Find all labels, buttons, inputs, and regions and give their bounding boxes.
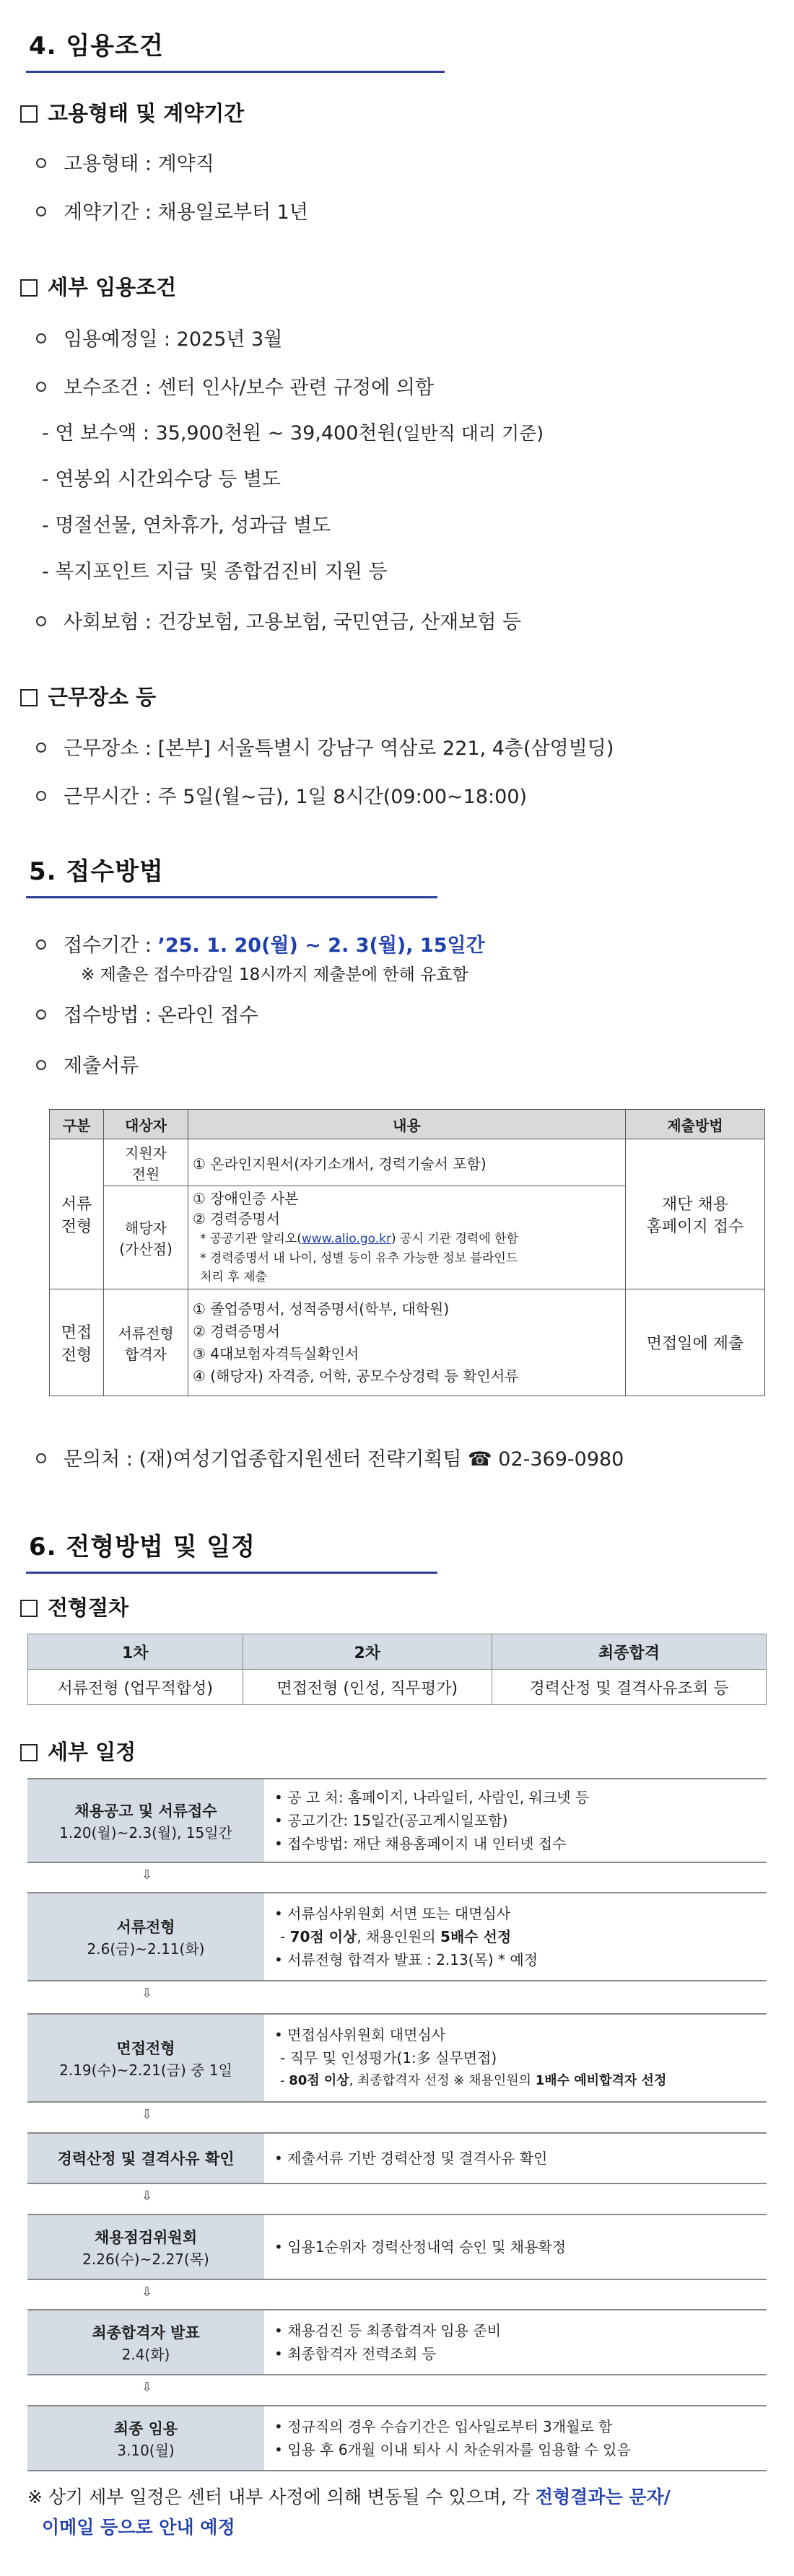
list-item: 고용형태 : 계약직 [36, 148, 214, 176]
down-arrow-icon: ⇩ [141, 2189, 153, 2204]
table-cell: ① 장애인증 사본 ② 경력증명서 * 공공기관 알리오(www.alio.go.kr) 공시 기관 경력에 한함 * 경력증명서 내 나이, 성별 등이 유추 가능한 정보 블라인드 처리 후 제출 [188, 1186, 626, 1289]
period-note: ※ 제출은 접수마감일 18시까지 제출분에 한해 유효함 [81, 965, 468, 984]
table-cell: 면접일에 제출 [626, 1289, 765, 1396]
list-item: 근무장소 : [본부] 서울특별시 강남구 역삼로 221, 4층(삼영빌딩) [36, 732, 614, 761]
down-arrow-icon: ⇩ [141, 2284, 153, 2300]
table-header: 구분 [50, 1110, 104, 1139]
list-item: 계약기간 : 채용일로부터 1년 [36, 196, 308, 224]
application-method: 접수방법 : 온라인 접수 [36, 999, 258, 1028]
workplace-heading: 근무장소 등 [20, 681, 156, 711]
list-subitem: - 연봉외 시간외수당 등 별도 [42, 468, 281, 491]
schedule-step-6: 최종합격자 발표 2.4(화) [27, 2309, 264, 2375]
table-cell: 면접 전형 [50, 1289, 104, 1396]
contact-line: 문의처 : (재)여성기업종합지원센터 전략기획팀 ☎ 02-369-0980 [36, 1443, 624, 1471]
schedule-step-7-detail: • 정규직의 경우 수습기간은 입사일로부터 3개월로 함 • 임용 후 6개월 이내 퇴사 시 차순위자를 임용할 수 있음 [264, 2405, 767, 2471]
schedule-step-5: 채용점검위원회 2.26(수)~2.27(목) [27, 2214, 264, 2280]
table-cell: ① 온라인지원서(자기소개서, 경력기술서 포함) [188, 1139, 626, 1186]
schedule-step-4-detail: • 제출서류 기반 경력산정 및 결격사유 확인 [264, 2132, 767, 2184]
table-cell: 경력산정 및 결격사유조회 등 [492, 1670, 766, 1705]
circle-bullet-icon [36, 1453, 46, 1463]
circle-bullet-icon [36, 1060, 46, 1070]
table-cell: 서류전형 (업무적합성) [28, 1670, 243, 1705]
down-arrow-icon: ⇩ [141, 2380, 153, 2395]
section-5-title: 5. 접수방법 [29, 857, 164, 886]
schedule-step-4: 경력산정 및 결격사유 확인 [27, 2132, 264, 2184]
table-cell: ① 졸업증명서, 성적증명서(학부, 대학원) ② 경력증명서 ③ 4대보험자격득실확인서 ④ (해당자) 자격증, 어학, 공모수상경력 등 확인서류 [188, 1289, 626, 1396]
circle-bullet-icon [36, 939, 46, 950]
circle-bullet-icon [36, 382, 46, 392]
circle-bullet-icon [36, 791, 46, 801]
detail-conditions-heading: 세부 임용조건 [20, 271, 176, 301]
table-cell: 지원자 전원 [104, 1139, 188, 1186]
list-item: 보수조건 : 센터 인사/보수 관련 규정에 의함 [36, 372, 434, 400]
checkbox-square-icon [20, 1600, 38, 1617]
checkbox-square-icon [20, 105, 38, 123]
schedule-step-1-detail: • 공 고 처: 홈페이지, 나라일터, 사람인, 워크넷 등 • 공고기간: 15일간(공고게시일포함) • 접수방법: 재단 채용홈페이지 내 인터넷 접수 [264, 1778, 767, 1863]
schedule-footnote: ※ 상기 세부 일정은 센터 내부 사정에 의해 변동될 수 있으며, 각 전형결과는 문자/ 이메일 등으로 안내 예정 [27, 2487, 671, 2538]
down-arrow-icon: ⇩ [141, 1867, 153, 1883]
table-header: 내용 [188, 1110, 626, 1139]
list-item: 임용예정일 : 2025년 3월 [36, 323, 282, 351]
table-header: 대상자 [104, 1110, 188, 1139]
table-header: 최종합격 [492, 1634, 766, 1670]
list-item: 사회보험 : 건강보험, 고용보험, 국민연금, 산재보험 등 [36, 606, 521, 634]
schedule-step-2-detail: • 서류심사위원회 서면 또는 대면심사 - 70점 이상, 채용인원의 5배수 선정 • 서류전형 합격자 발표 : 2.13(목) * 예정 [264, 1892, 767, 1981]
table-cell: 서류전형 합격자 [104, 1289, 188, 1396]
table-header: 1차 [28, 1634, 243, 1670]
circle-bullet-icon [36, 742, 46, 753]
alio-link[interactable]: www.alio.go.kr [301, 1232, 391, 1246]
schedule-step-3-detail: • 면접심사위원회 대면심사 - 직무 및 인성평가(1:多 실무면접) - 80점 이상, 최종합격자 선정 ※ 채용인원의 1배수 예비합격자 선정 [264, 2013, 767, 2103]
schedule-step-1: 채용공고 및 서류접수 1.20(월)~2.3(월), 15일간 [27, 1778, 264, 1863]
circle-bullet-icon [36, 333, 46, 343]
table-cell: 재단 채용 홈페이지 접수 [626, 1139, 765, 1289]
schedule-step-5-detail: • 임용1순위자 경력산정내역 승인 및 채용확정 [264, 2214, 767, 2280]
documents-table [49, 1109, 765, 1396]
table-header: 제출방법 [626, 1110, 765, 1139]
circle-bullet-icon [36, 158, 46, 168]
list-subitem: - 명절선물, 연차휴가, 성과급 별도 [42, 514, 331, 537]
section-5-underline [26, 896, 437, 898]
heading-text: 고용형태 및 계약기간 [48, 101, 245, 126]
table-cell: 해당자 (가산점) [104, 1186, 188, 1289]
down-arrow-icon: ⇩ [141, 2107, 153, 2122]
schedule-step-6-detail: • 채용검진 등 최종합격자 임용 준비 • 최종합격자 전력조회 등 [264, 2309, 767, 2375]
table-cell: 서류 전형 [50, 1139, 104, 1289]
application-period: 접수기간 : ’25. 1. 20(월) ~ 2. 3(월), 15일간 [36, 929, 485, 958]
down-arrow-icon: ⇩ [141, 1986, 153, 2001]
schedule-heading: 세부 일정 [20, 1736, 136, 1766]
schedule-step-7: 최종 임용 3.10(월) [27, 2405, 264, 2471]
procedure-heading: 전형절차 [20, 1592, 128, 1621]
table-cell: 면접전형 (인성, 직무평가) [243, 1670, 492, 1705]
section-4-title: 4. 임용조건 [29, 32, 164, 61]
list-subitem: - 복지포인트 지급 및 종합검진비 지원 등 [42, 561, 388, 583]
circle-bullet-icon [36, 616, 46, 626]
circle-bullet-icon [36, 1009, 46, 1020]
checkbox-square-icon [20, 689, 38, 706]
circle-bullet-icon [36, 206, 46, 216]
checkbox-square-icon [20, 1744, 38, 1761]
list-item: 근무시간 : 주 5일(월~금), 1일 8시간(09:00~18:00) [36, 781, 527, 809]
schedule-step-2: 서류전형 2.6(금)~2.11(화) [27, 1892, 264, 1981]
list-subitem: - 연 보수액 : 35,900천원 ~ 39,400천원(일반직 대리 기준) [42, 422, 544, 444]
section-6-title: 6. 전형방법 및 일정 [29, 1533, 256, 1561]
procedure-table [27, 1634, 767, 1705]
table-header: 2차 [243, 1634, 492, 1670]
documents-label: 제출서류 [36, 1050, 139, 1078]
section-6-underline [26, 1572, 437, 1574]
section-4-underline [26, 71, 445, 73]
checkbox-square-icon [20, 279, 38, 297]
employment-type-heading [20, 97, 244, 127]
schedule-step-3: 면접전형 2.19(수)~2.21(금) 중 1일 [27, 2013, 264, 2103]
